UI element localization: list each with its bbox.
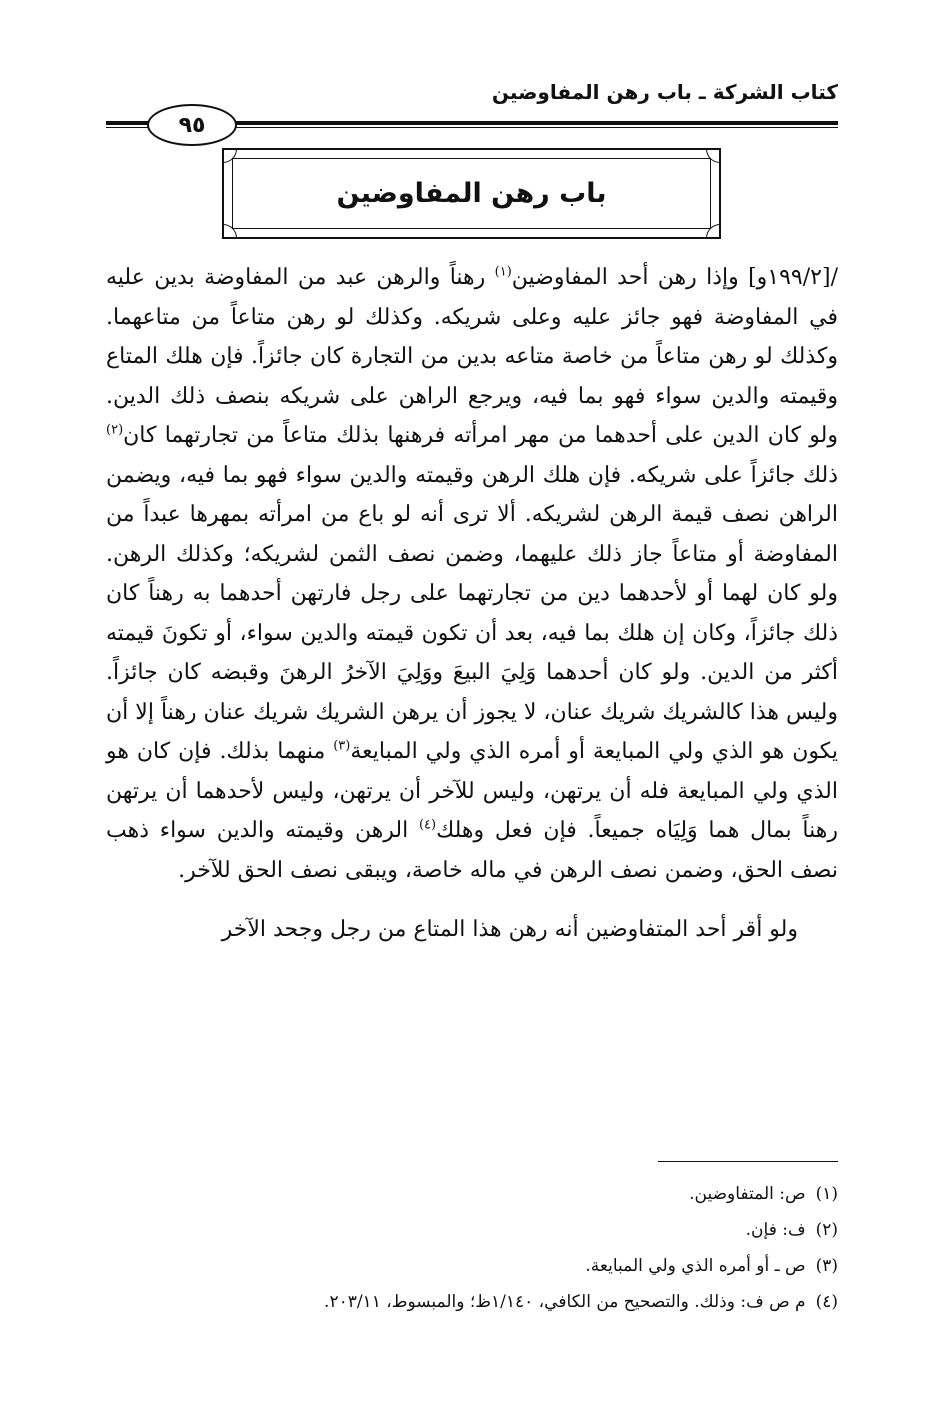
footnote-text: ص: المتفاوضين.: [689, 1184, 806, 1204]
footnote-number: (٢): [815, 1220, 838, 1240]
chapter-title: باب رهن المفاوضين: [336, 178, 607, 209]
paragraph-2: ولو أقر أحد المتفاوضين أنه رهن هذا المتاع من رجل وجحد الآخر: [221, 917, 798, 942]
paragraph-1: [106, 258, 838, 890]
chapter-title-inner-frame: [232, 158, 711, 229]
paragraph-1-part-2: رهناً والرهن عبد من المفاوضة بدين عليه في المفاوضة فهو جائز عليه وعلى شريكه. وكذلك لو رهن متاعاً من متاعهما. وكذلك لو رهن متاعاً من خاصة متاعه بدين من التجارة كان جائزاً. فإن هلك المتاع وقيمته والدين سواء فهو بما فيه، ويرجع الراهن على شريكه بنصف ذلك الدين. ولو كان الدين على أحدهما من مهر امرأته فرهنها بذلك متاعاً من تجارتهما كان: [106, 265, 838, 448]
running-header: كتاب الشركة ـ باب رهن المفاوضين: [491, 80, 838, 104]
footnote-number: (٣): [815, 1256, 838, 1276]
footnote-2: [106, 1212, 838, 1248]
footnote-ref-4[interactable]: (٤): [418, 817, 437, 833]
footnote-3: [106, 1248, 838, 1284]
paragraph-1-part-4: منهما بذلك. فإن كان هو الذي ولي المبايعة فله أن يرتهن، وليس للآخر أن يرتهن، وليس لأحدهما أن يرتهن رهناً بمال هما وَلِيَاه جميعاً. فإن فعل وهلك: [106, 739, 838, 843]
footnote-ref-2[interactable]: (٢): [106, 422, 124, 438]
footnote-number: (٤): [815, 1292, 838, 1312]
footnote-text: ف: فإن.: [745, 1220, 806, 1240]
main-text: [106, 258, 838, 950]
paragraph-1-part-3: ذلك جائزاً على شريكه. فإن هلك الرهن وقيمته والدين سواء فهو بما فيه، ويضمن الراهن نصف قيمة الرهن لشريكه. ألا ترى أنه لو باع من امرأته بمهرها عبداً من المفاوضة أو متاعاً جاز ذلك عليهما، وضمن نصف الثمن لشريكه؛ وكذلك الرهن. ولو كان لهما أو لأحدهما دين من تجارتهما على رجل فارتهن أحدهما به رهناً كان ذلك جائزاً، وكان إن هلك بما فيه، بعد أن تكون قيمته والدين سواء، أو تكونَ قيمته أكثر من الدين. ولو كان أحدهما وَلِيَ البيعَ ووَلِيَ الآخرُ الرهنَ وقبضه كان جائزاً. وليس هذا كالشريك شريك عنان، لا يجوز أن يرهن الشريك شريك عنان رهناً إلا أن يكون هو الذي ولي المبايعة أو أمره الذي ولي المبايعة: [106, 462, 838, 764]
footnote-text: ص ـ أو أمره الذي ولي المبايعة.: [585, 1256, 806, 1276]
footnote-text: م ص ف: وذلك. والتصحيح من الكافي، ١/١٤٠ظ؛ والمبسوط، ٢٠٣/١١.: [324, 1292, 806, 1312]
page-number: ٩٥: [147, 104, 237, 146]
footnote-number: (١): [815, 1184, 838, 1204]
footnote-ref-1[interactable]: (١): [494, 264, 512, 280]
paragraph-1-part-5: الرهن وقيمته والدين سواء ذهب نصف الحق، وضمن نصف الرهن في ماله خاصة، ويبقى نصف الحق للآخر.: [106, 818, 838, 883]
footnotes-list: [106, 1176, 838, 1320]
footnote-ref-3[interactable]: (٣): [333, 738, 351, 754]
footnote-separator: [658, 1161, 838, 1162]
chapter-title-frame: [222, 148, 721, 239]
footnote-1: [106, 1176, 838, 1212]
paragraph-1-part-1: /[١٩٩/٢و] وإذا رهن أحد المفاوضين: [511, 265, 838, 290]
footnote-4: [106, 1284, 838, 1320]
